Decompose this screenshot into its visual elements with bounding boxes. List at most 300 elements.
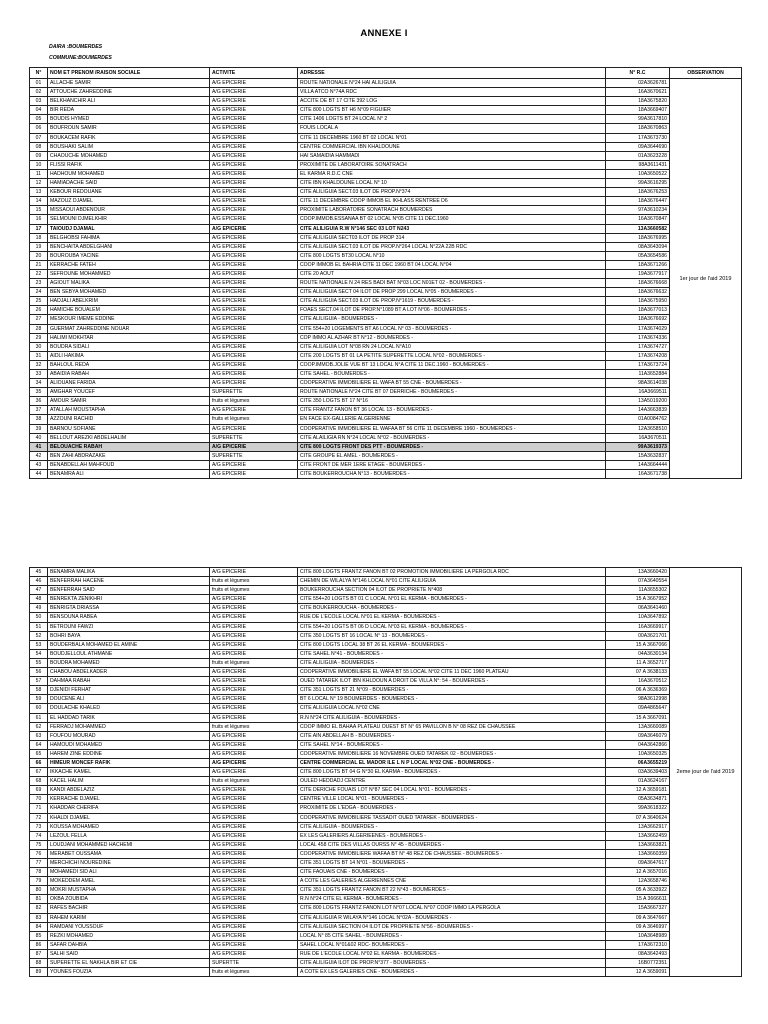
row-name: MAZOUZ DJAMEL — [48, 197, 210, 206]
row-address: FOAES SECT.04 ILOT DE PROP.N°1089 BT A LOT N°06 - BOUMERDES - — [298, 306, 606, 315]
table-row — [30, 649, 742, 658]
commune-label: COMMUNE:BOUMERDES — [49, 55, 112, 61]
row-rc: 03A3639403 — [606, 768, 670, 777]
row-rc: 11 A 3652717 — [606, 658, 670, 667]
document-title: ANNEXE I — [360, 28, 408, 39]
row-activity: A/G EPICERIE — [210, 831, 298, 840]
page-break — [0, 527, 768, 565]
row-rc: 18A3676253 — [606, 188, 670, 197]
row-number: 65 — [30, 749, 48, 758]
table-row — [30, 731, 742, 740]
row-activity: A/G EPICERIE — [210, 813, 298, 822]
row-rc: 16A3671738 — [606, 470, 670, 479]
row-rc: 01A0084762 — [606, 415, 670, 424]
table-row — [30, 197, 742, 206]
table-row — [30, 470, 742, 479]
row-name: AMGHAR YOUCEF — [48, 388, 210, 397]
row-address: CITE FRANTZ FANON BT 36 LOCAL 13 - BOUMERDES - — [298, 406, 606, 415]
row-address: R.N N°24 CITE ALILIGUIA - BOUMERDES - — [298, 713, 606, 722]
row-number: 66 — [30, 758, 48, 767]
row-activity: A/G EPICERIE — [210, 279, 298, 288]
table-row — [30, 631, 742, 640]
row-activity: SUPERETTE — [210, 451, 298, 460]
header-observation: OBSERVATION — [670, 68, 742, 79]
row-rc: 16A3669917 — [606, 622, 670, 631]
row-activity: A/G EPICERIE — [210, 260, 298, 269]
row-activity: A/G EPICERIE — [210, 115, 298, 124]
row-name: BETROUNI FAWZI — [48, 622, 210, 631]
row-name: BENAMRA ALI — [48, 470, 210, 479]
row-name: MERCHICHI NOUREDINE — [48, 859, 210, 868]
row-name: BEN SEBYA MOHAMED — [48, 288, 210, 297]
table-row — [30, 88, 742, 97]
row-rc: 17A3674727 — [606, 342, 670, 351]
merchants-table-day2 — [29, 567, 742, 977]
row-number: 50 — [30, 613, 48, 622]
row-rc: 16A3670511 — [606, 433, 670, 442]
row-address: LOCAL 458 CITE DES VILLAS OURSS N° 45 - BOUMERDES - — [298, 840, 606, 849]
row-activity: A/G EPICERIE — [210, 88, 298, 97]
daira-label: DAIRA :BOUMERDES — [49, 44, 103, 50]
row-activity: A/G EPICERIE — [210, 133, 298, 142]
row-number: 54 — [30, 649, 48, 658]
row-activity: A/G EPICERIE — [210, 360, 298, 369]
row-activity: A/G EPICERIE — [210, 224, 298, 233]
row-number: 77 — [30, 859, 48, 868]
row-number: 70 — [30, 795, 48, 804]
row-activity: A/G EPICERIE — [210, 922, 298, 931]
table-row — [30, 895, 742, 904]
row-address: EX LES GALERIERS ALGERIEENES - BOUMERDES - — [298, 831, 606, 840]
row-address: CITE 20 AOUT — [298, 269, 606, 278]
row-rc: 15 A 3667091 — [606, 713, 670, 722]
row-address: CITE ALILIGUIA LOT N°08 RN 24 LOCAL N°A10 — [298, 342, 606, 351]
row-activity: A/G EPICERIE — [210, 768, 298, 777]
row-name: AIDLI HAKIMA — [48, 351, 210, 360]
row-rc: 98A3614038 — [606, 379, 670, 388]
row-rc: 02A3626781 — [606, 79, 670, 88]
row-activity: fruits et légumes — [210, 415, 298, 424]
row-name: AGIOUT MALIKA — [48, 279, 210, 288]
row-address: CITE ALILIGUIA R.W N°146 SEC 03 LOT N243 — [298, 224, 606, 233]
row-activity: A/G EPICERIE — [210, 822, 298, 831]
row-number: 39 — [30, 424, 48, 433]
row-address: ACCITE DE BT 17 CITE 392 LOG — [298, 97, 606, 106]
row-rc: 16A3669511 — [606, 388, 670, 397]
header-number: N° — [30, 68, 48, 79]
row-activity: A/G EPICERIE — [210, 169, 298, 178]
row-activity: A/G EPICERIE — [210, 124, 298, 133]
row-activity: SUPERTTE — [210, 959, 298, 968]
row-activity: A/G EPICERIE — [210, 740, 298, 749]
table-row — [30, 822, 742, 831]
row-name: BENCHAITA ABDELGHANI — [48, 242, 210, 251]
row-address: A COTE LES GALERIES ALGERIENNES CNE — [298, 877, 606, 886]
row-address: COOP.IMMOB.JOLIE VUE BT 13 LOCAL N°A CITE 11 DEC.1960 - BOUMERDES - — [298, 360, 606, 369]
row-rc: 12 A 3657016 — [606, 868, 670, 877]
table-row — [30, 379, 742, 388]
table-row — [30, 415, 742, 424]
row-name: DAHMAA RABAH — [48, 677, 210, 686]
row-number: 47 — [30, 586, 48, 595]
row-number: 85 — [30, 931, 48, 940]
row-rc: 18A3669407 — [606, 106, 670, 115]
row-activity: A/G EPICERIE — [210, 351, 298, 360]
header-activity: ACTIVITE — [210, 68, 298, 79]
row-activity: A/G EPICERIE — [210, 142, 298, 151]
row-rc: 04A3630134 — [606, 649, 670, 658]
row-rc: 09A3647617 — [606, 859, 670, 868]
row-address: ROUTE NATIONALE N°24 CITE BT 07 DERRICHE - BOUMERDES - — [298, 388, 606, 397]
row-rc: 18A3670863 — [606, 124, 670, 133]
row-address: CITE GROUPE EL AMEL - BOUMERDES - — [298, 451, 606, 460]
row-activity: A/G EPICERIE — [210, 470, 298, 479]
row-name: ALLACHE SAMIR — [48, 79, 210, 88]
row-rc: 97A3610234 — [606, 206, 670, 215]
row-rc: 08A3642493 — [606, 949, 670, 958]
row-number: 26 — [30, 306, 48, 315]
row-name: KOUSSA MOHAMED — [48, 822, 210, 831]
row-number: 03 — [30, 97, 48, 106]
row-address: BOUKERROUCHA SECTION 04 ILOT DE PROPRIETE N°408 — [298, 586, 606, 595]
row-name: BELGHOBSI FAHIMA — [48, 233, 210, 242]
row-number: 61 — [30, 713, 48, 722]
table-row — [30, 904, 742, 913]
table-row — [30, 686, 742, 695]
table-row — [30, 813, 742, 822]
row-address: COOPERATIVE IMMOBILIERE EL WAFAA BT 56 CITE 11 DECEMBRE 1960 - BOUMERDES - — [298, 424, 606, 433]
row-number: 08 — [30, 142, 48, 151]
row-rc: 14A3663839 — [606, 406, 670, 415]
row-activity: A/G EPICERIE — [210, 242, 298, 251]
row-number: 71 — [30, 804, 48, 813]
row-name: ATALLAH MOUSTAPHA — [48, 406, 210, 415]
row-rc: 17A3672310 — [606, 940, 670, 949]
row-rc: 09A4865647 — [606, 704, 670, 713]
row-activity: fruits et légumes — [210, 397, 298, 406]
row-activity: A/G EPICERIE — [210, 160, 298, 169]
row-address: PROXIMITE DE L'EDGA - BOUMERDES - — [298, 804, 606, 813]
table-row — [30, 233, 742, 242]
row-address: CITE ALILIGUIA R WILAYA N°146 LOCAL N°02A - BOUMERDES - — [298, 913, 606, 922]
row-number: 05 — [30, 115, 48, 124]
row-activity: A/G EPICERIE — [210, 342, 298, 351]
row-activity: A/G EPICERIE — [210, 442, 298, 451]
row-address: OULED HEDDADJ CENTRE — [298, 777, 606, 786]
row-address: CITE ALILIGUIA SECTION 04 ILOT DE PROPRIETE N°56 - BOUMERDES - — [298, 922, 606, 931]
row-name: HADJALI ABELKRIM — [48, 297, 210, 306]
row-address: FOUIS LOCAL A — [298, 124, 606, 133]
row-number: 44 — [30, 470, 48, 479]
table-row — [30, 370, 742, 379]
row-rc: 07 A 3640624 — [606, 813, 670, 822]
row-rc: 09A3646079 — [606, 731, 670, 740]
table-row — [30, 840, 742, 849]
row-name: BENFERRAH SAID — [48, 586, 210, 595]
table-row — [30, 613, 742, 622]
row-activity: fruits et légumes — [210, 577, 298, 586]
table-row — [30, 704, 742, 713]
table-header-row — [30, 68, 742, 79]
row-address: CITE AIN ABDELLAH B - BOUMERDES - — [298, 731, 606, 740]
table-row — [30, 949, 742, 958]
table-row — [30, 595, 742, 604]
table-row — [30, 424, 742, 433]
row-name: KHALDI DJAMEL — [48, 813, 210, 822]
row-rc: 99A3616295 — [606, 179, 670, 188]
row-activity: A/G EPICERIE — [210, 604, 298, 613]
row-rc: 01A3624167 — [606, 777, 670, 786]
table-row — [30, 388, 742, 397]
row-name: HAREM ZINE EDDINE — [48, 749, 210, 758]
row-name: BOUFROUN SAMIR — [48, 124, 210, 133]
row-rc: 19A3677917 — [606, 269, 670, 278]
row-number: 79 — [30, 877, 48, 886]
row-number: 69 — [30, 786, 48, 795]
table-row — [30, 215, 742, 224]
row-name: BOUDIS HYMED — [48, 115, 210, 124]
row-activity: A/G EPICERIE — [210, 333, 298, 342]
row-address: EN FACE EX-GALLERIE ALGERIENNE — [298, 415, 606, 424]
row-name: CHABOU ABDELKADER — [48, 668, 210, 677]
row-rc: 98A3612998 — [606, 695, 670, 704]
row-address: CITE 351 LOGTS BT 14 N°01 - BOUMERDES - — [298, 859, 606, 868]
row-rc: 18A3676447 — [606, 197, 670, 206]
row-activity: A/G EPICERIE — [210, 940, 298, 949]
row-activity: A/G EPICERIE — [210, 786, 298, 795]
row-activity: A/G EPICERIE — [210, 179, 298, 188]
row-name: BENFERRAH HACENE — [48, 577, 210, 586]
row-rc: 10A3647892 — [606, 613, 670, 622]
row-activity: A/G EPICERIE — [210, 106, 298, 115]
row-number: 31 — [30, 351, 48, 360]
row-name: FLISSI RAFIK — [48, 160, 210, 169]
table-row — [30, 622, 742, 631]
table-row — [30, 713, 742, 722]
table-row — [30, 97, 742, 106]
row-number: 59 — [30, 695, 48, 704]
row-activity: A/G EPICERIE — [210, 758, 298, 767]
row-activity: A/G EPICERIE — [210, 886, 298, 895]
row-number: 04 — [30, 106, 48, 115]
row-number: 27 — [30, 315, 48, 324]
row-address: CITE 350 LOGTS BT 16 LOCAL N° 13 - BOUMERDES - — [298, 631, 606, 640]
row-name: SAFAR DAHBIA — [48, 940, 210, 949]
table-row — [30, 931, 742, 940]
row-rc: 06A3655219 — [606, 758, 670, 767]
row-rc: 99A3619373 — [606, 442, 670, 451]
row-name: HIMEUR MONCEF RAFIK — [48, 758, 210, 767]
header-name: NOM ET PRENOM /RAISON SOCIALE — [48, 68, 210, 79]
row-rc: 05A3654586 — [606, 251, 670, 260]
row-rc: 18A3676632 — [606, 288, 670, 297]
row-address: CITE ALILIGUIA LOCAL N°02 CNE — [298, 704, 606, 713]
row-activity: A/G EPICERIE — [210, 795, 298, 804]
table-row — [30, 877, 742, 886]
table-row — [30, 859, 742, 868]
table-row — [30, 288, 742, 297]
row-activity: A/G EPICERIE — [210, 251, 298, 260]
row-address: CITE 11 DECEMBRE COOP IMMOB EL IKHLASS RENTREE D6 — [298, 197, 606, 206]
row-name: GUERMAT ZAHREDDINE NOUAR — [48, 324, 210, 333]
row-address: EL KARMA R.D.C CNE — [298, 169, 606, 178]
row-number: 84 — [30, 922, 48, 931]
row-number: 51 — [30, 622, 48, 631]
table-row — [30, 406, 742, 415]
row-activity: A/G EPICERIE — [210, 704, 298, 713]
row-name: BELKHANCHIR ALI — [48, 97, 210, 106]
header-rc: N° R.C — [606, 68, 670, 79]
row-name: SALHI SAID — [48, 949, 210, 958]
table-row — [30, 831, 742, 840]
row-name: HAMOUDI MOHAMED — [48, 740, 210, 749]
row-name: DOUCENE ALI — [48, 695, 210, 704]
row-address: ROUTE NATIONALE N 24 RES BADI BAT N°03 LOC N01ET 02 - BOUMERDES - — [298, 279, 606, 288]
row-name: ALIOUANE FARIDA — [48, 379, 210, 388]
row-activity: A/G EPICERIE — [210, 859, 298, 868]
table-row — [30, 360, 742, 369]
row-name: BOUDRA SIDALI — [48, 342, 210, 351]
row-rc: 18A3675820 — [606, 97, 670, 106]
row-address: CENTRE VILLE LOCAL N°01 - BOUMERDES - — [298, 795, 606, 804]
row-number: 78 — [30, 868, 48, 877]
row-number: 09 — [30, 151, 48, 160]
table-row — [30, 586, 742, 595]
row-address: OUED TATAREK ILOT IBN KHLDOUN A DROIT DE VILLA N°: 54 - BOUMERDES - — [298, 677, 606, 686]
row-address: COOP IMMO EL BAHAA PLATEAU OUEST BT N° 65 PAVILLON B N° 08 REZ DE CHAUSSEE — [298, 722, 606, 731]
row-number: 48 — [30, 595, 48, 604]
row-rc: 16A3670621 — [606, 88, 670, 97]
row-number: 38 — [30, 415, 48, 424]
row-number: 80 — [30, 886, 48, 895]
row-name: SUPERETTE EL NAKHLA BIR ET CIE — [48, 959, 210, 968]
row-number: 18 — [30, 233, 48, 242]
row-address: CITE DERICHE FOUAIS LOT N°87 SEC 04 LOCAL N°01 - BOUMERDES - — [298, 786, 606, 795]
row-name: KEBOUR REDOUANE — [48, 188, 210, 197]
row-name: MESKOUR IMEME EDDINE — [48, 315, 210, 324]
row-address: CITE ALILIGUIA ILOT DE PROP.N°377 - BOUMERDES - — [298, 959, 606, 968]
row-name: LEZOUL FELLA — [48, 831, 210, 840]
row-activity: A/G EPICERIE — [210, 406, 298, 415]
row-address: CITE 351 LOGTS BT 21 N°09 - BOUMERDES - — [298, 686, 606, 695]
row-activity: A/G EPICERIE — [210, 949, 298, 958]
row-number: 40 — [30, 433, 48, 442]
row-address: CITE ALILIGUIA SECT 04 ILOT DE PROP 299 LOCAL N°05 - BOUMERDES - — [298, 288, 606, 297]
row-rc: 09 A 3646997 — [606, 922, 670, 931]
row-activity: A/G EPICERIE — [210, 188, 298, 197]
row-address: CITE 554+20 LOGTS BT 01 C LOCAL N°01 EL KERMA - BOUMERDES - — [298, 595, 606, 604]
row-rc: 12A3658746 — [606, 877, 670, 886]
row-activity: A/G EPICERIE — [210, 868, 298, 877]
table-row — [30, 206, 742, 215]
table-row — [30, 451, 742, 460]
table-row — [30, 306, 742, 315]
row-rc: 05A3634871 — [606, 795, 670, 804]
row-rc: 18A3676668 — [606, 279, 670, 288]
row-rc: 98A3611431 — [606, 160, 670, 169]
row-name: MERABET OUSSAMA — [48, 849, 210, 858]
row-name: REZKI MOHAMED — [48, 931, 210, 940]
row-activity: fruits et légumes — [210, 722, 298, 731]
row-activity: A/G EPICERIE — [210, 695, 298, 704]
row-activity: SUPERETTE — [210, 388, 298, 397]
row-address: CITE ALILIGUIA - BOUMERDES - — [298, 822, 606, 831]
row-address: CITE 800 LOGTS FRANTZ FANON LOT N°07 LOCAL N°07 COOP IMMO LA PERGOLA — [298, 904, 606, 913]
row-number: 06 — [30, 124, 48, 133]
row-activity: A/G EPICERIE — [210, 631, 298, 640]
row-name: BOUDRA MOHAMED — [48, 658, 210, 667]
row-address: CITE ALAILIGIA RN N°24 LOCAL N°02 - BOUMERDES - — [298, 433, 606, 442]
row-activity: SUPERETTE — [210, 433, 298, 442]
row-number: 45 — [30, 568, 48, 577]
row-activity: A/G EPICERIE — [210, 97, 298, 106]
row-rc: 18A3676995 — [606, 233, 670, 242]
row-address: CITE 554+20 LOGTS BT 06 D LOCAL N°03 EL KERMA - BOUMERDES - — [298, 622, 606, 631]
row-number: 32 — [30, 360, 48, 369]
row-activity: A/G EPICERIE — [210, 424, 298, 433]
row-address: CITE 351 LOGTS FRANTZ FANON BT 22 N°43 - BOUMERDES - — [298, 886, 606, 895]
row-address: CITE 554+20 LOGEMENTS BT A6 LOCAL N° 03 - BOUMERDES - — [298, 324, 606, 333]
table-row — [30, 959, 742, 968]
row-activity: A/G EPICERIE — [210, 306, 298, 315]
row-activity: A/G EPICERIE — [210, 895, 298, 904]
row-rc: 13A3662917 — [606, 822, 670, 831]
row-address: BT 6 LOCAL N° 19 BOUMERDES - BOUMERDES - — [298, 695, 606, 704]
table-row — [30, 668, 742, 677]
row-name: HAMIADACHE SAID — [48, 179, 210, 188]
row-name: HADHOUM MOHAMED — [48, 169, 210, 178]
row-address: CENTRE COMMERCIAL EL MADOR ILE L N P LOCAL N°02 CNE - BOUMERDES - — [298, 758, 606, 767]
row-rc: 09 A 3647667 — [606, 913, 670, 922]
row-address: CITE BOUKERROUCHA N°13 - BOUMERDES - — [298, 470, 606, 479]
row-name: MISSAOUI ABDENOUR — [48, 206, 210, 215]
row-activity: fruits et légumes — [210, 658, 298, 667]
row-rc: 17A3674029 — [606, 324, 670, 333]
row-activity: A/G EPICERIE — [210, 804, 298, 813]
table-row — [30, 913, 742, 922]
row-number: 12 — [30, 179, 48, 188]
table-row — [30, 460, 742, 469]
table-row — [30, 269, 742, 278]
row-activity: fruits et légumes — [210, 586, 298, 595]
row-activity: A/G EPICERIE — [210, 595, 298, 604]
header-address: ADRESSE — [298, 68, 606, 79]
row-address: COOPERATIVE IMMOBILIERE TASSADIT OUED TATAREK - BOUMERDES - — [298, 813, 606, 822]
row-rc: 10A3650325 — [606, 749, 670, 758]
row-number: 11 — [30, 169, 48, 178]
row-rc: 04A3642866 — [606, 740, 670, 749]
row-number: 55 — [30, 658, 48, 667]
row-activity: A/G EPICERIE — [210, 79, 298, 88]
row-rc: 15 A 3667952 — [606, 595, 670, 604]
row-name: CHAOUCHE MOHAMED — [48, 151, 210, 160]
row-rc: 13A3660089 — [606, 722, 670, 731]
row-address: COOPERATIVE IMMOBILIERE 16 NOVEMBRE OUED TATAREK 02 - BOUMERDES - — [298, 749, 606, 758]
row-activity: A/G EPICERIE — [210, 904, 298, 913]
row-address: CITE SAHEL N°14 - BOUMERDES - — [298, 740, 606, 749]
row-name: SELMOUNI DJMELKHIR — [48, 215, 210, 224]
row-rc: 13A3660359 — [606, 849, 670, 858]
row-address: CITE 800 LOGTS LOCAL 38 BT 26 EL KERMA - BOUMERDES - — [298, 640, 606, 649]
row-name: KACEL HALIM — [48, 777, 210, 786]
row-number: 29 — [30, 333, 48, 342]
row-address: RUE DE L'ECOLE LOCAL N°02 EL KARMA - BOUMERDES - — [298, 949, 606, 958]
row-name: ABAIDIA RABAH — [48, 370, 210, 379]
row-number: 41 — [30, 442, 48, 451]
row-activity: A/G EPICERIE — [210, 379, 298, 388]
table-row — [30, 179, 742, 188]
table-row — [30, 604, 742, 613]
